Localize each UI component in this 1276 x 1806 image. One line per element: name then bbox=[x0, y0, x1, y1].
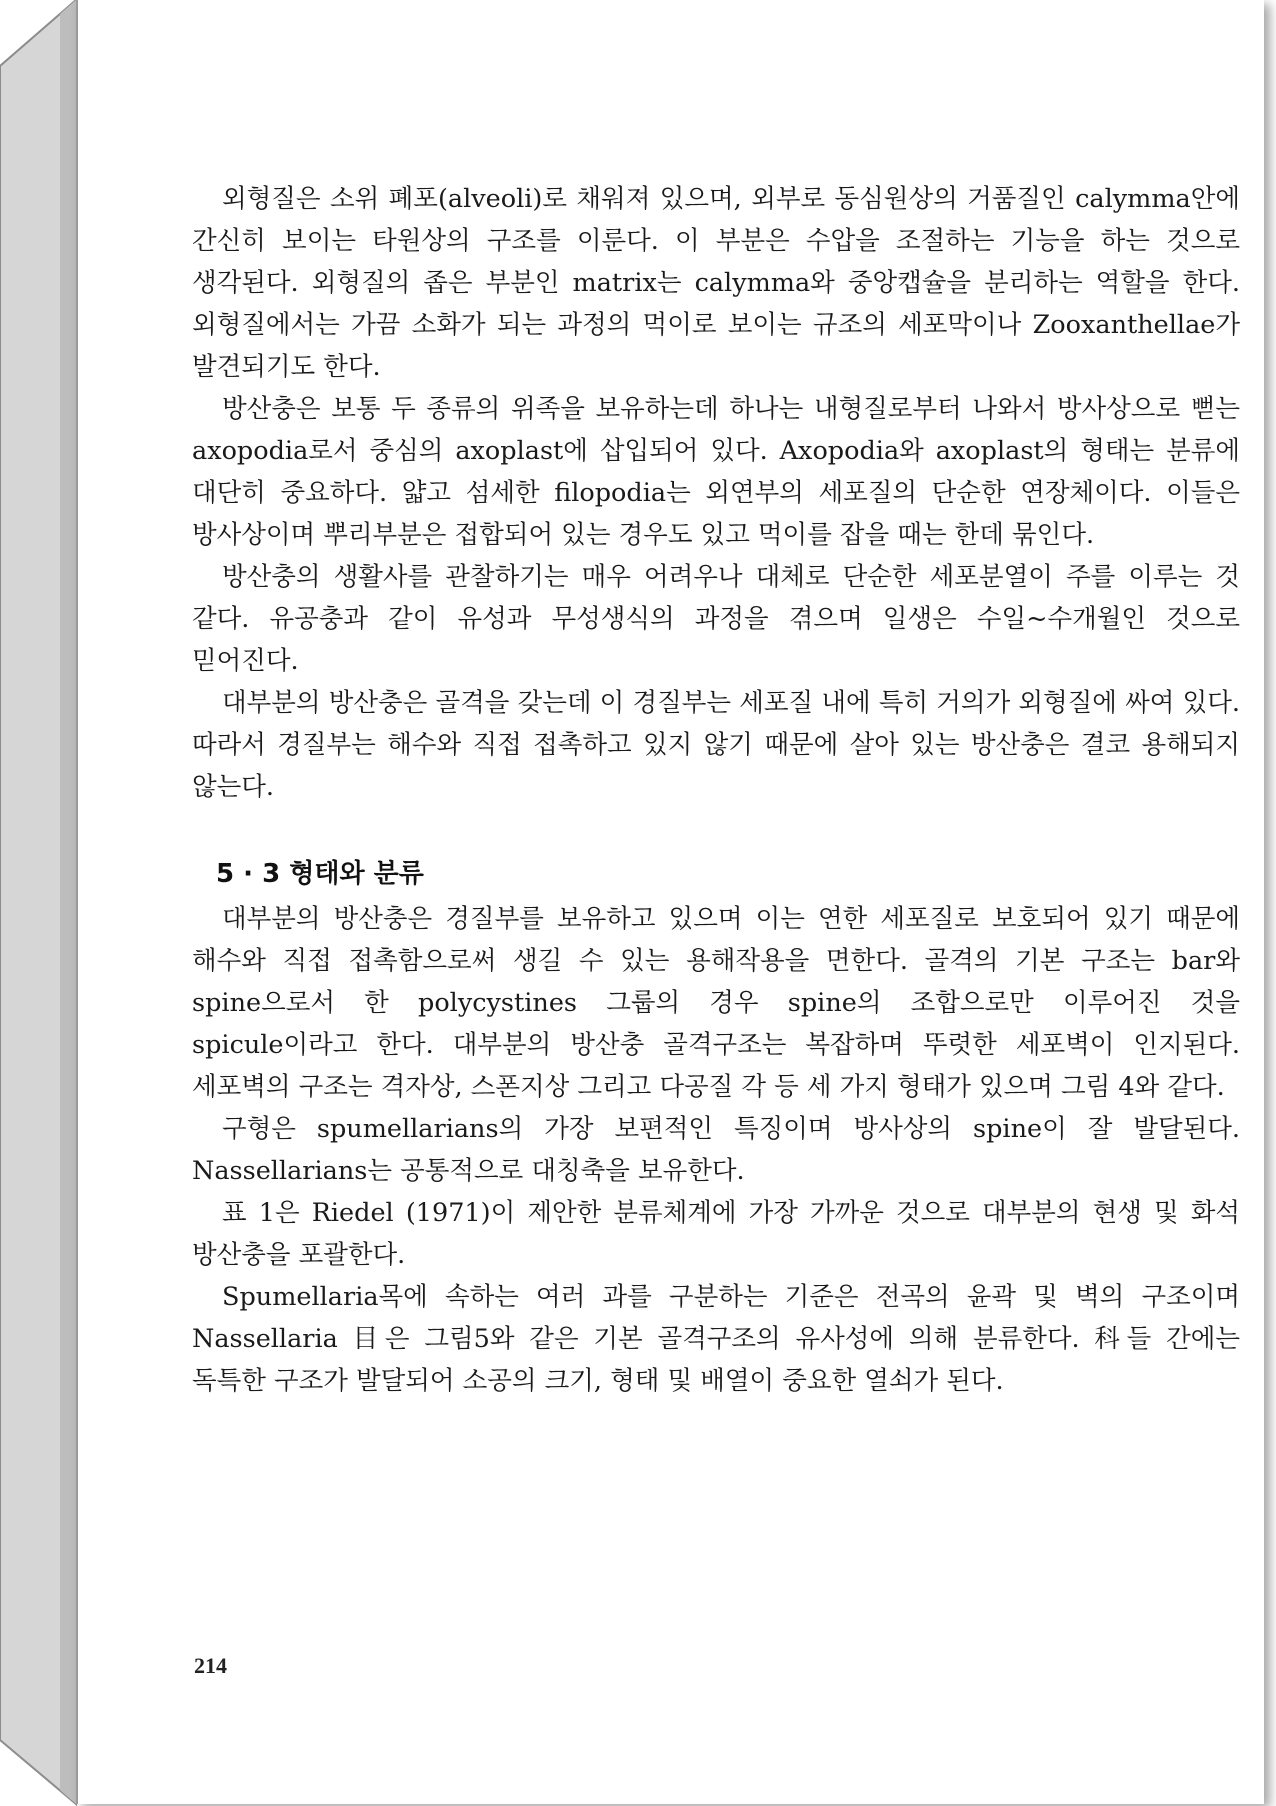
paragraph-hard-parts: 대부분의 방산충은 경질부를 보유하고 있으며 이는 연한 세포질로 보호되어 있기 때문에 해수와 직접 접촉함으로써 생길 수 있는 용해작용을 면한다. 골격의 기본 구조는 bar와 spine으로서 한 polycystines 그룹의 경우 spine의 조합으로만 이루어진 것을 spicule이라고 한다. 대부분의 방산충 골격구조는 복잡하며 뚜렷한 세포벽이 인지된다. 세포벽의 구조는 격자상, 스폰지상 그리고 다공질 각 등 세 가지 형태가 있으며 그림 4와 같다. bbox=[192, 904, 1240, 1102]
paragraph-spumellarians: 구형은 spumellarians의 가장 보편적인 특징이며 방사상의 spine이 잘 발달된다. Nassellarians는 공통적으로 대칭축을 보유한다. bbox=[192, 1114, 1240, 1186]
page-number: 214 bbox=[194, 1653, 227, 1678]
paragraph-skeleton: 대부분의 방산충은 골격을 갖는데 이 경질부는 세포질 내에 특히 거의가 외형질에 싸여 있다. 따라서 경질부는 해수와 직접 접촉하고 있지 않기 때문에 살아 있는 방산충은 결코 용해되지 않는다. bbox=[192, 688, 1240, 802]
book-page bbox=[76, 0, 1264, 1804]
paragraph-outer-cytoplasm: 외형질은 소위 폐포(alveoli)로 채워져 있으며, 외부로 동심원상의 거품질인 calymma안에 간신히 보이는 타원상의 구조를 이룬다. 이 부분은 수압을 조절하는 기능을 하는 것으로 생각된다. 외형질의 좁은 부분인 matrix는 calymma와 중앙캡슐을 분리하는 역할을 한다. 외형질에서는 가끔 소화가 되는 과정의 먹이로 보이는 규조의 세포막이나 Zooxanthellae가 발견되기도 한다. bbox=[192, 184, 1240, 382]
paragraph-classification-table: 표 1은 Riedel (1971)이 제안한 분류체계에 가장 가까운 것으로 대부분의 현생 및 화석 방산충을 포괄한다. bbox=[192, 1198, 1240, 1270]
paragraph-family-criteria: Spumellaria목에 속하는 여러 과를 구분하는 기준은 전곡의 윤곽 및 벽의 구조이며 Nassellaria 目은 그림5와 같은 기본 골격구조의 유사성에 의해 분류한다. 科들 간에는 독특한 구조가 발달되어 소공의 크기, 형태 및 배열이 중요한 열쇠가 된다. bbox=[192, 1282, 1240, 1396]
paragraph-life-cycle: 방산충의 생활사를 관찰하기는 매우 어려우나 대체로 단순한 세포분열이 주를 이루는 것 같다. 유공충과 같이 유성과 무성생식의 과정을 겪으며 일생은 수일~수개월인 것으로 믿어진다. bbox=[192, 562, 1240, 676]
spine-edge-shadow bbox=[60, 0, 76, 1804]
paragraph-pseudopodia: 방산충은 보통 두 종류의 위족을 보유하는데 하나는 내형질로부터 나와서 방사상으로 뻗는 axopodia로서 중심의 axoplast에 삽입되어 있다. Axopodia와 axoplast의 형태는 분류에 대단히 중요하다. 얇고 섬세한 filopodia는 외연부의 세포질의 단순한 연장체이다. 이들은 방사상이며 뿌리부분은 접합되어 있는 경우도 있고 먹이를 잡을 때는 한데 묶인다. bbox=[192, 394, 1240, 550]
section-spacer bbox=[192, 808, 1240, 854]
book-spine bbox=[0, 0, 80, 1806]
page-body bbox=[192, 178, 1240, 1402]
section-heading: 5 · 3 형태와 분류 bbox=[216, 859, 424, 889]
